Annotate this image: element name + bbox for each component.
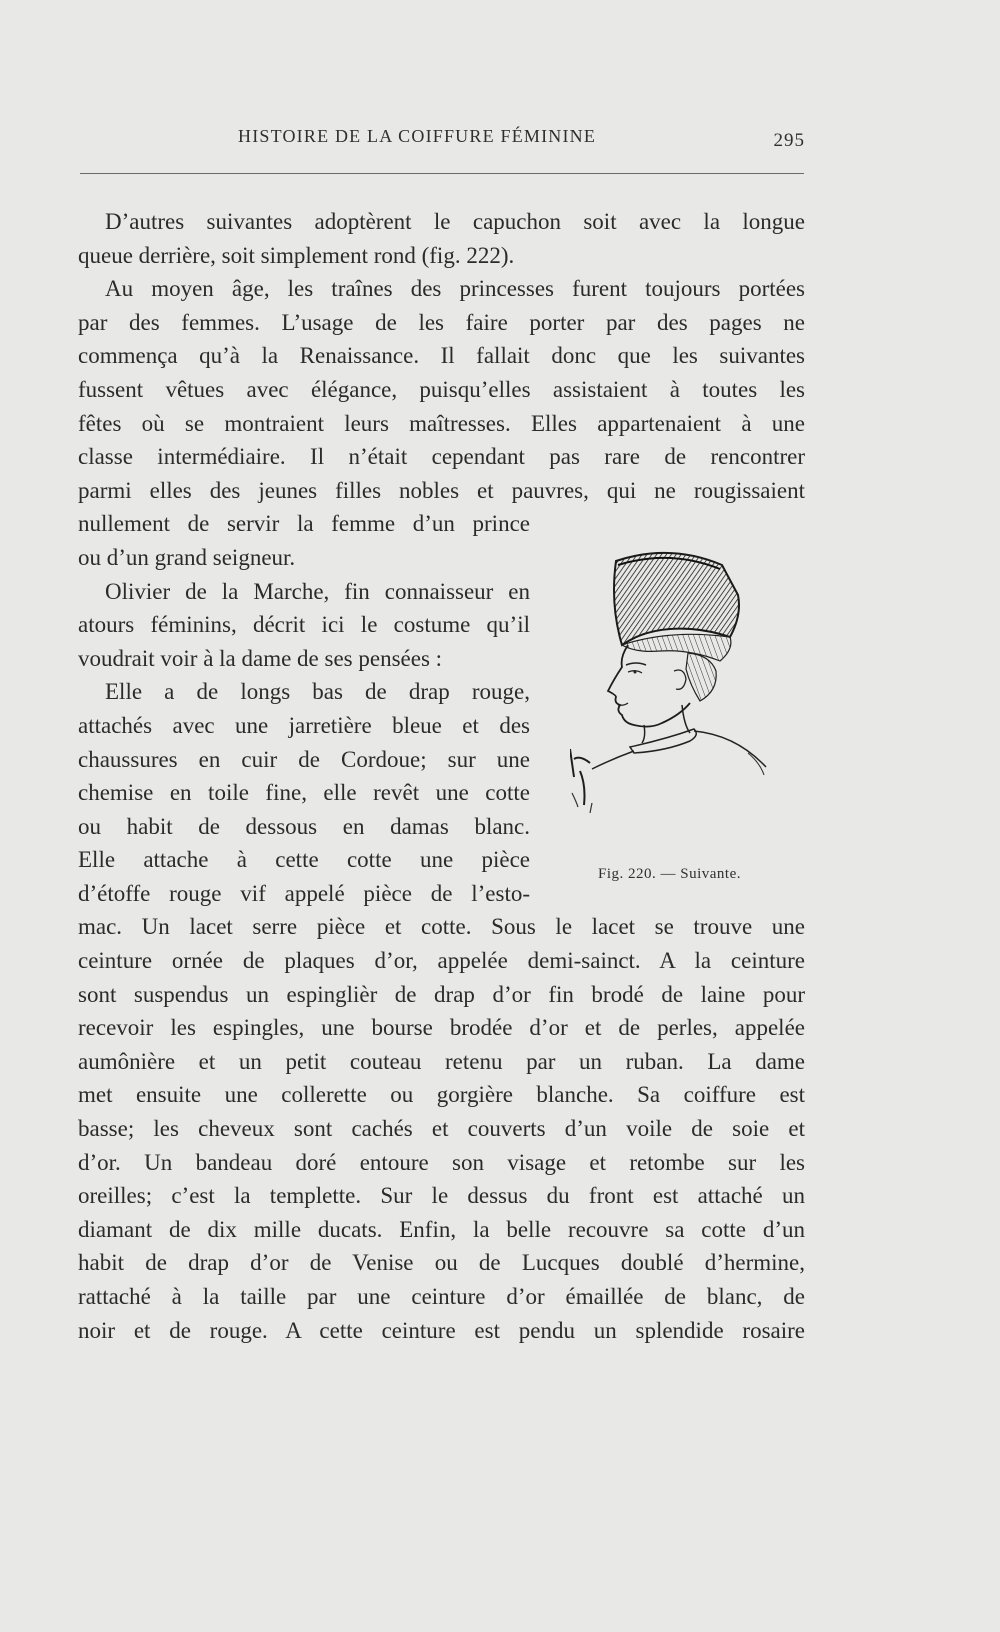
text-line: recevoir les espingles, une bourse brodée d’or et de perles, appelée [78,1015,805,1041]
running-head [78,122,805,152]
text-line: sont suspendus un espinglièr de drap d’or fin brodé de laine pour [78,981,805,1007]
text-line: nullement de servir la femme d’un prince [78,511,530,537]
text-line: parmi elles des jeunes filles nobles et pauvres, qui ne rougissaient [78,477,805,503]
text-line: classe intermédiaire. Il n’était cependant pas rare de rencontrer [78,444,805,470]
header-rule [80,173,804,174]
engraving-woman-tall-hat-icon [570,545,810,845]
running-title: HISTOIRE DE LA COIFFURE FÉMININE [238,126,597,146]
text-line: ceinture ornée de plaques d’or, appelée demi-sainct. A la ceinture [78,948,805,974]
text-line: diamant de dix mille ducats. Enfin, la belle recouvre sa cotte d’un [78,1216,805,1242]
figure-caption: Fig. 220. — Suivante. [598,866,742,882]
figure-suivante [570,545,810,845]
text-line: atours féminins, décrit ici le costume qu’il [78,612,530,638]
text-line: chemise en toile fine, elle revêt une cotte [78,780,530,806]
text-line: Elle a de longs bas de drap rouge, [105,679,530,705]
text-line: ou d’un grand seigneur. [78,544,296,570]
text-line: habit de drap d’or de Venise ou de Lucques doublé d’hermine, [78,1250,805,1276]
text-line: ou habit de dessous en damas blanc. [78,813,530,839]
text-line: Au moyen âge, les traînes des princesses furent toujours portées [105,276,805,302]
text-line: basse; les cheveux sont cachés et couverts d’un voile de soie et [78,1116,805,1142]
text-line: noir et de rouge. A cette ceinture est pendu un splendide rosaire [78,1317,805,1343]
text-line: commença qu’à la Renaissance. Il fallait donc que les suivantes [78,343,805,369]
text-line: D’autres suivantes adoptèrent le capuchon soit avec la longue [105,209,805,234]
text-line: fussent vêtues avec élégance, puisqu’elles assistaient à toutes les [78,376,805,402]
text-line: d’or. Un bandeau doré entoure son visage et retombe sur les [78,1149,805,1175]
text-line: d’étoffe rouge vif appelé pièce de l’esto- [78,880,530,906]
text-line: Elle attache à cette cotte une pièce [78,847,530,873]
text-line: mac. Un lacet serre pièce et cotte. Sous le lacet se trouve une [78,914,805,940]
text-line: Olivier de la Marche, fin connaisseur en [105,578,530,604]
text-line: queue derrière, soit simplement rond (fig. 222). [78,242,515,268]
page-number: 295 [773,130,805,151]
text-line: rattaché à la taille par une ceinture d’or émaillée de blanc, de [78,1284,805,1309]
text-line: oreilles; c’est la templette. Sur le dessus du front est attaché un [78,1183,805,1209]
text-line: par des femmes. L’usage de les faire porter par des pages ne [78,309,805,335]
text-line: chaussures en cuir de Cordoue; sur une [78,746,530,772]
text-line: met ensuite une collerette ou gorgière blanche. Sa coiffure est [78,1082,805,1108]
text-line: fêtes où se montraient leurs maîtresses. Elles appartenaient à une [78,410,805,436]
text-line: aumônière et un petit couteau retenu par un ruban. La dame [78,1048,805,1074]
text-line: voudrait voir à la dame de ses pensées : [78,645,443,671]
text-line: attachés avec une jarretière bleue et des [78,712,530,738]
